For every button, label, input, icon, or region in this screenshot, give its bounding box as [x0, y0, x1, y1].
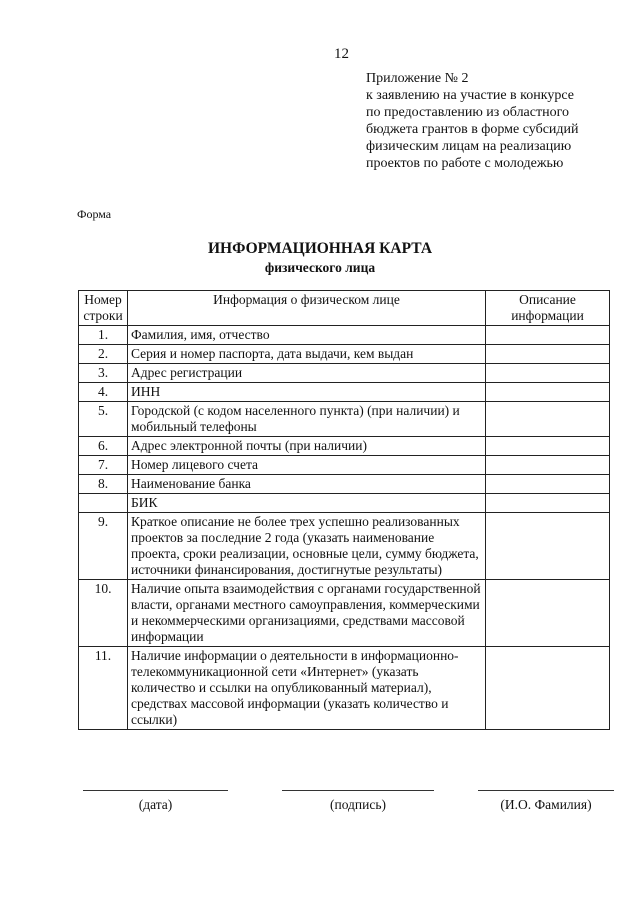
row-value-cell[interactable] — [486, 364, 610, 383]
row-value-cell[interactable] — [486, 475, 610, 494]
table-row — [79, 326, 610, 345]
row-value-cell[interactable] — [486, 513, 610, 580]
document-title: ИНФОРМАЦИОННАЯ КАРТА — [207, 240, 433, 257]
table-row — [79, 513, 610, 580]
row-text: БИК — [128, 494, 486, 513]
row-text: Серия и номер паспорта, дата выдачи, кем выдан — [128, 345, 486, 364]
appendix-line: проектов по работе с молодежью — [366, 156, 564, 171]
name-caption: (И.О. Фамилия) — [500, 797, 592, 812]
form-label: Форма — [77, 207, 112, 221]
table-row — [79, 437, 610, 456]
table-row — [79, 456, 610, 475]
row-number: 3. — [79, 364, 128, 383]
appendix-note — [366, 70, 628, 172]
appendix-line: по предоставлению из областного — [366, 105, 569, 120]
row-number: 4. — [79, 383, 128, 402]
row-number: 2. — [79, 345, 128, 364]
row-value-cell[interactable] — [486, 456, 610, 475]
row-value-cell[interactable] — [486, 402, 610, 437]
row-value-cell[interactable] — [486, 647, 610, 730]
signature-sign-block — [282, 790, 434, 830]
table-row — [79, 402, 610, 437]
table-row — [79, 494, 610, 513]
signature-caption: (подпись) — [329, 797, 387, 812]
appendix-line: бюджета грантов в форме субсидий — [366, 122, 579, 137]
row-value-cell[interactable] — [486, 437, 610, 456]
header-info: Информация о физическом лице — [128, 291, 486, 326]
row-value-cell[interactable] — [486, 383, 610, 402]
row-number: 6. — [79, 437, 128, 456]
row-value-cell[interactable] — [486, 345, 610, 364]
row-number: 1. — [79, 326, 128, 345]
signature-date-block — [83, 790, 228, 830]
table-row — [79, 345, 610, 364]
row-text: Адрес электронной почты (при наличии) — [128, 437, 486, 456]
table-header-row — [79, 291, 610, 326]
row-number — [79, 494, 128, 513]
row-text: Наличие информации о деятельности в информационно-телекоммуникационной сети «Интернет» (указать количество и ссылки на опубликованный материал), средствах массовой информации (указать количество и ссылки) — [128, 647, 486, 730]
table-row — [79, 364, 610, 383]
row-number: 9. — [79, 513, 128, 580]
table-row — [79, 647, 610, 730]
row-text: Фамилия, имя, отчество — [128, 326, 486, 345]
date-line[interactable] — [83, 790, 228, 791]
row-value-cell[interactable] — [486, 494, 610, 513]
row-number: 8. — [79, 475, 128, 494]
appendix-line: Приложение № 2 — [366, 71, 469, 86]
row-text: Наличие опыта взаимодействия с органами государственной власти, органами местного самоуправления, коммерческими и некоммерческими организациями, средствами массовой информации — [128, 580, 486, 647]
header-description: Описание информации — [486, 291, 610, 326]
row-value-cell[interactable] — [486, 326, 610, 345]
table-row — [79, 383, 610, 402]
signature-line[interactable] — [282, 790, 434, 791]
header-row-number: Номер строки — [79, 291, 128, 326]
row-number: 10. — [79, 580, 128, 647]
document-subtitle: физического лица — [264, 260, 376, 275]
table-row — [79, 475, 610, 494]
table-row — [79, 580, 610, 647]
info-table — [78, 290, 610, 730]
appendix-line: к заявлению на участие в конкурсе — [366, 88, 574, 103]
row-text: ИНН — [128, 383, 486, 402]
row-text: Городской (с кодом населенного пункта) (при наличии) и мобильный телефоны — [128, 402, 486, 437]
row-number: 7. — [79, 456, 128, 475]
name-line[interactable] — [478, 790, 614, 791]
appendix-line: физическим лицам на реализацию — [366, 139, 572, 154]
row-value-cell[interactable] — [486, 580, 610, 647]
row-text: Краткое описание не более трех успешно реализованных проектов за последние 2 года (указать наименование проекта, сроки реализации, основные цели, сумму бюджета, источники финансирования, достигнутые результаты) — [128, 513, 486, 580]
row-text: Номер лицевого счета — [128, 456, 486, 475]
date-caption: (дата) — [138, 797, 173, 812]
row-text: Наименование банка — [128, 475, 486, 494]
page-number: 12 — [334, 46, 349, 62]
signature-name-block — [478, 790, 614, 830]
row-number: 5. — [79, 402, 128, 437]
row-number: 11. — [79, 647, 128, 730]
row-text: Адрес регистрации — [128, 364, 486, 383]
